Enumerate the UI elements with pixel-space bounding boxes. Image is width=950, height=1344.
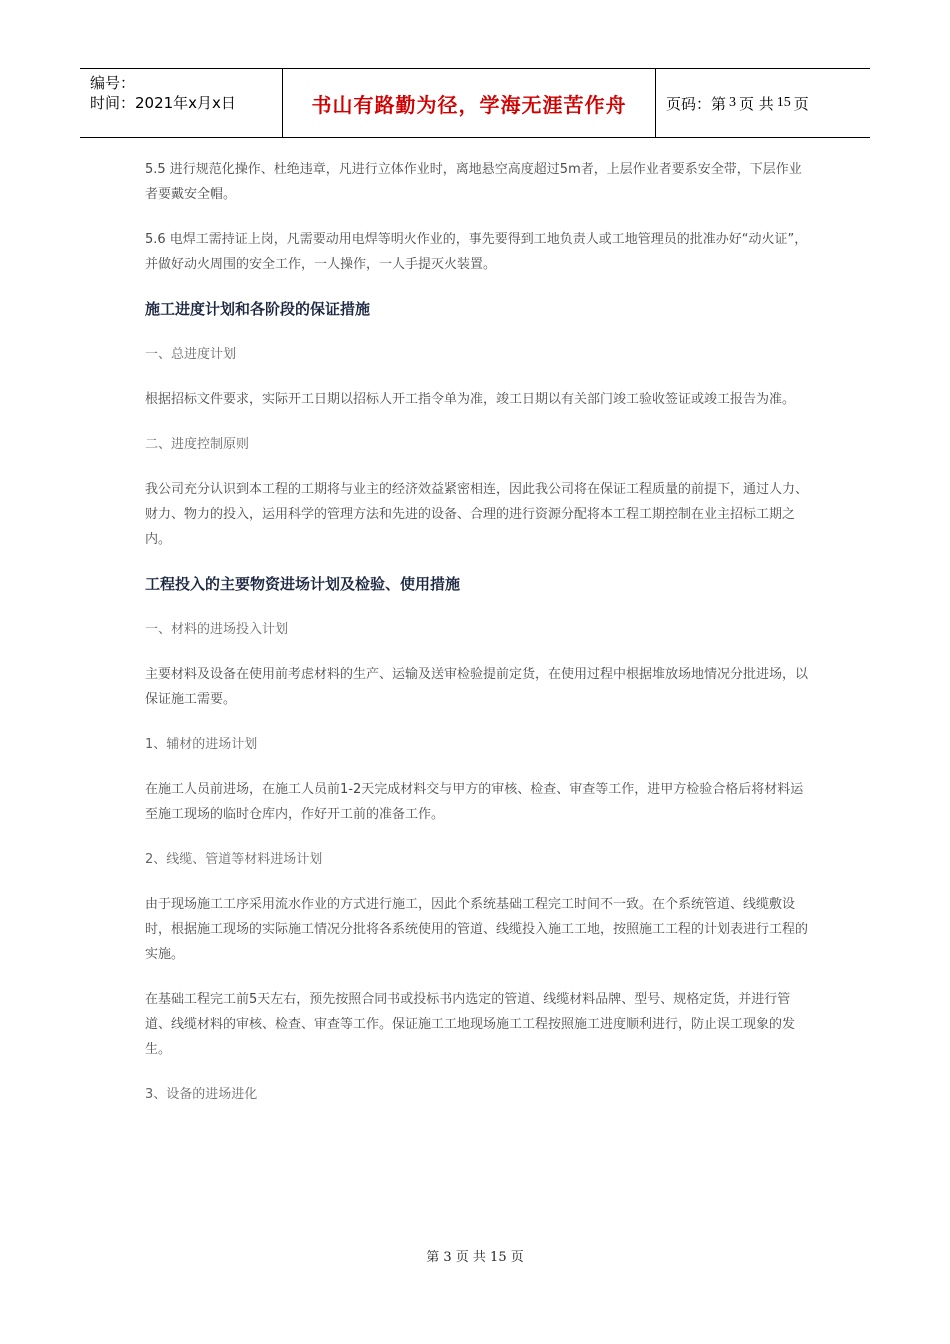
page-mid: 页 共 [739,94,774,113]
subsection-label: 3、设备的进场进化 [145,1087,258,1102]
document-number-label: 编号： [90,74,136,92]
page-footer: 第 3 页 共 15 页 [426,1250,524,1265]
body-paragraph: 5.5 进行规范化操作、杜绝违章，凡进行立体作业时，离地悬空高度超过5m者，上层作业者要系安全带，下层作业者要戴安全帽。 [145,162,802,202]
body-paragraph: 在基础工程完工前5天左右，预先按照合同书或投标书内选定的管道、线缆材料品牌、型号、规格定货，并进行管道、线缆材料的审核、检查、审查等工作。保证施工工地现场施工工程按照施工进度顺利进行，防止误工现象的发生。 [145,992,796,1057]
page-header [80,68,870,138]
page-suffix: 页 [793,94,809,113]
header-motto-cell [282,69,656,137]
body-paragraph: 5.6 电焊工需持证上岗，凡需要动用电焊等明火作业的，事先要得到工地负责人或工地管理员的批准办好“动火证”，并做好动火周围的安全工作，一人操作，一人手提灭火装置。 [145,232,808,272]
subsection-label: 一、材料的进场投入计划 [145,622,289,637]
subsection-label: 二、进度控制原则 [145,437,250,452]
header-page-number [656,69,870,137]
page-current: 3 [729,95,737,110]
subsection-label: 1、辅材的进场计划 [145,737,258,752]
header-motto: 书山有路勤为径，学海无涯苦作舟 [311,92,627,117]
section-heading: 施工进度计划和各阶段的保证措施 [145,300,371,318]
body-paragraph: 在施工人员前进场，在施工人员前1-2天完成材料交与甲方的审核、检查、审查等工作，进甲方检验合格后将材料运至施工现场的临时仓库内，作好开工前的准备工作。 [145,782,804,822]
subsection-label: 一、总进度计划 [145,347,237,362]
document-body [145,157,810,1127]
subsection-label: 2、线缆、管道等材料进场计划 [145,852,323,867]
document-date: 时间：2021年x月x日 [90,94,236,112]
section-heading: 工程投入的主要物资进场计划及检验、使用措施 [145,575,461,593]
body-paragraph: 根据招标文件要求，实际开工日期以招标人开工指令单为准，竣工日期以有关部门竣工验收签证或竣工报告为准。 [145,392,796,407]
page-prefix: 页码：第 [666,94,727,113]
body-paragraph: 由于现场施工工序采用流水作业的方式进行施工，因此个系统基础工程完工时间不一致。在个系统管道、线缆敷设时，根据施工现场的实际施工情况分批将各系统使用的管道、线缆投入施工工地，按照施工工程的计划表进行工程的实施。 [145,897,809,962]
page-total: 15 [776,95,791,110]
header-meta [80,69,282,137]
body-paragraph: 我公司充分认识到本工程的工期将与业主的经济效益紧密相连，因此我公司将在保证工程质量的前提下，通过人力、财力、物力的投入，运用科学的管理方法和先进的设备、合理的进行资源分配将本工程工期控制在业主招标工期之内。 [145,482,809,547]
body-paragraph: 主要材料及设备在使用前考虑材料的生产、运输及送审检验提前定货，在使用过程中根据堆放场地情况分批进场，以保证施工需要。 [145,667,809,707]
